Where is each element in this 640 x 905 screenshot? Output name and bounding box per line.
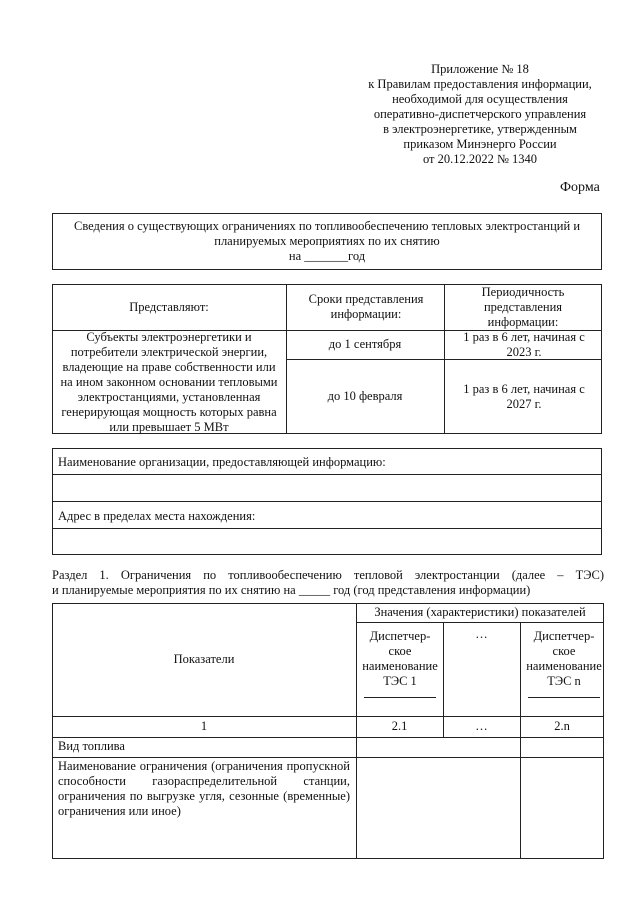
appendix-line: необходимой для осуществления (392, 92, 568, 106)
title-line-1: Сведения о существующих ограничениях по топливообеспечению тепловых электростанций и (73, 219, 581, 233)
num-col-1: 1 (200, 719, 208, 733)
appendix-line: приказом Минэнерго России (403, 137, 557, 151)
appendix-line: в электроэнергетике, утвержденным (383, 122, 577, 136)
appendix-line: оперативно-диспетчерского управления (373, 107, 587, 121)
title-line-3: на _______год (288, 249, 366, 263)
appendix-line: к Правилам предоставления информации, (368, 77, 592, 91)
appendix-line: Приложение № 18 (431, 62, 529, 76)
num-col-dots: … (475, 719, 488, 733)
col-indicators-header: Показатели (173, 652, 235, 666)
section1-heading: Раздел 1. Ограничения по топливообеспечению тепловой электростанции (далее – ТЭС) (52, 568, 604, 582)
num-col-2: 2.1 (391, 719, 408, 733)
row-fuel-type: Вид топлива (58, 739, 125, 753)
col-dots-header: … (475, 626, 488, 641)
schedule-header-submitters: Представляют: (129, 299, 209, 314)
values-header: Значения (характеристики) показателей (374, 605, 586, 619)
org-address-label: Адрес в пределах места нахождения: (58, 509, 256, 523)
schedule-period-1: 1 раз в 6 лет, начиная с 2023 г. (463, 329, 585, 359)
org-name-label: Наименование организации, предоставляющей информацию: (58, 455, 386, 469)
schedule-header-period: Периодичность представления информации: (481, 284, 565, 329)
col-tes1-header: Диспетчер-ское наименование ТЭС 1 (362, 629, 438, 688)
schedule-deadline-1: до 1 сентября (328, 337, 402, 351)
num-col-3: 2.n (554, 719, 570, 733)
section1-heading-2: и планируемые мероприятия по их снятию на _____ год (год представления информации) (52, 583, 531, 597)
schedule-header-deadline: Сроки представления информации: (308, 292, 424, 321)
schedule-period-2: 1 раз в 6 лет, начиная с 2027 г. (463, 381, 585, 411)
title-line-2: планируемых мероприятиях по их снятию (214, 234, 440, 248)
form-label: Форма (560, 180, 600, 195)
row-limitation: Наименование ограничения (ограничения пропускной способности газораспределительной станции, ограничения по выгрузке угля, сезонные (временные) ограничения или иное) (58, 759, 350, 818)
col-tesn-header: Диспетчер-ское наименование ТЭС n (526, 629, 602, 688)
appendix-line: от 20.12.2022 № 1340 (422, 152, 538, 166)
schedule-submitters: Субъекты электроэнергетики и потребители электрической энергии, владеющие на праве собственности или на ином законном основании тепловыми электростанциями, установленная генерирующая мощность которых равна или превышает 5 МВт (60, 329, 278, 434)
schedule-deadline-2: до 10 февраля (327, 389, 403, 403)
